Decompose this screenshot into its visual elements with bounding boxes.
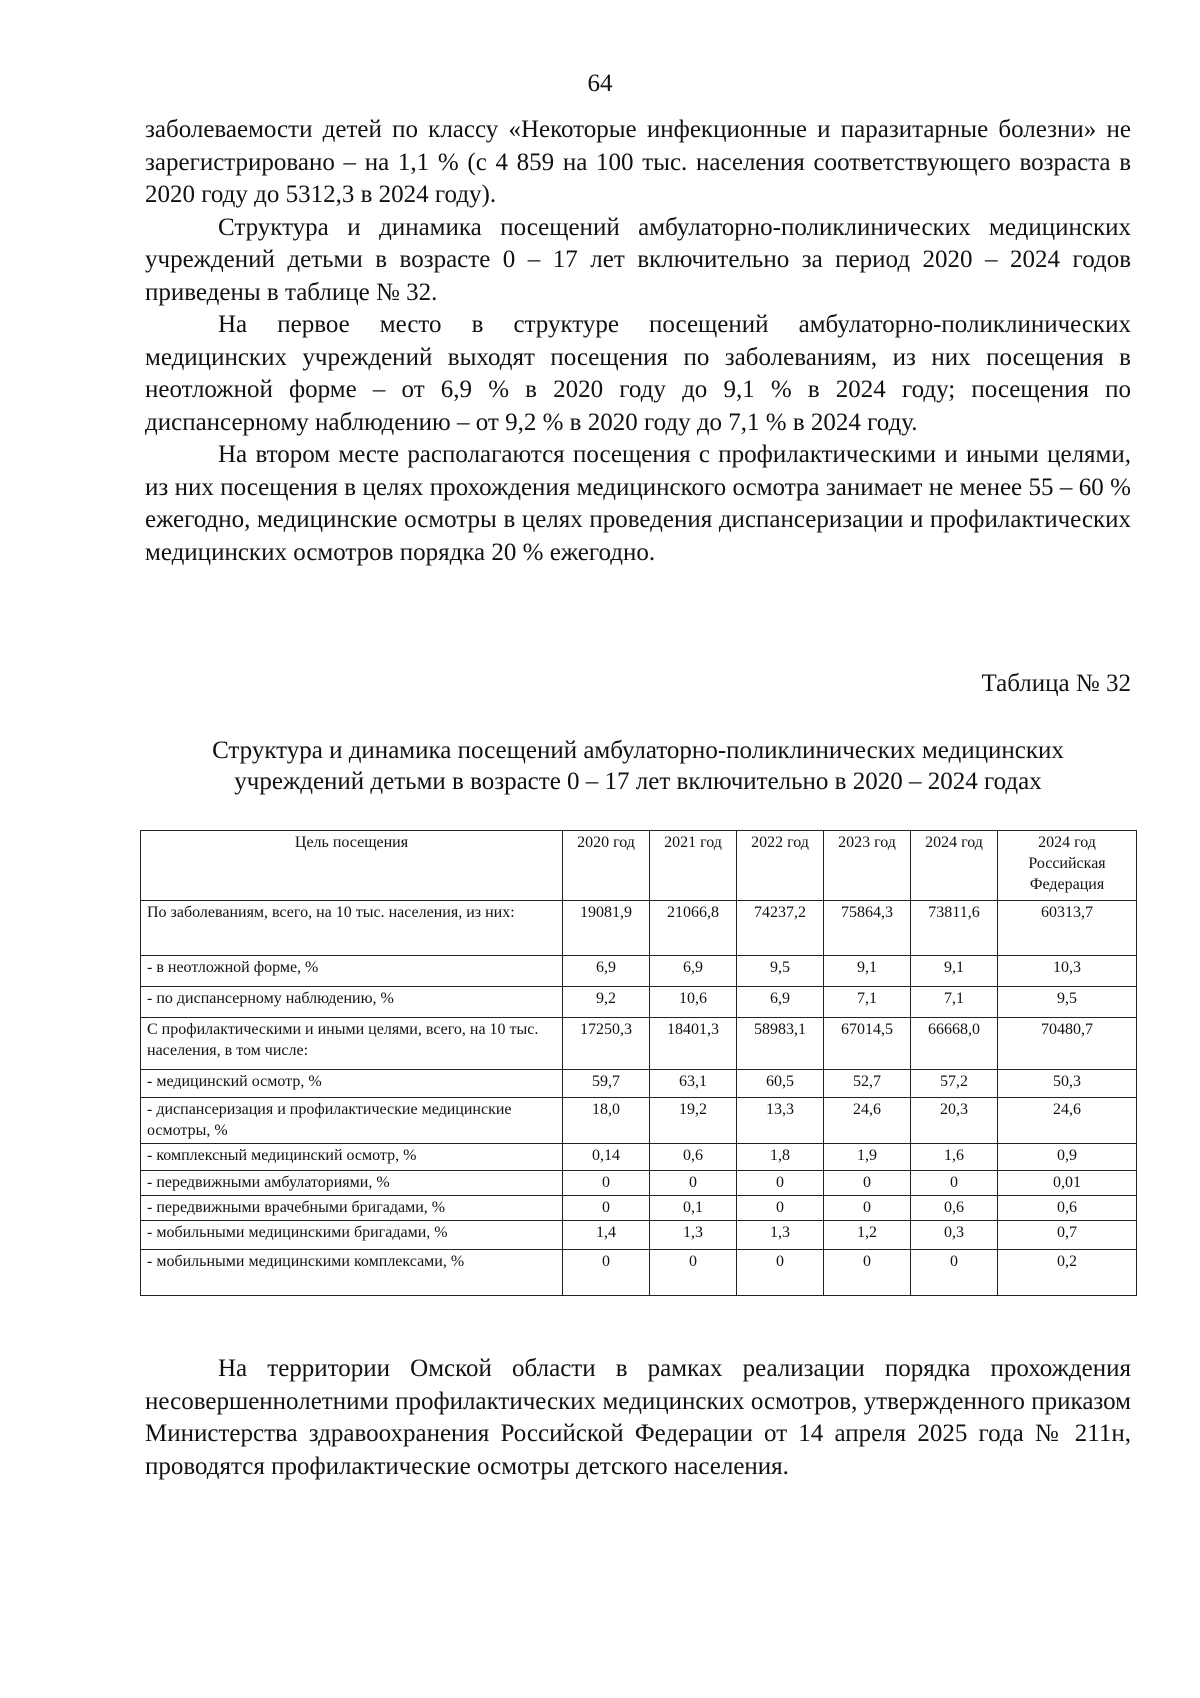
- column-header: 2024 год Российская Федерация: [998, 831, 1137, 901]
- cell-value: 17250,3: [563, 1018, 650, 1070]
- table-row: [141, 1221, 1137, 1250]
- cell-value: 0,1: [650, 1196, 737, 1221]
- cell-value: 21066,8: [650, 901, 737, 956]
- table-label: Таблица № 32: [981, 670, 1131, 697]
- cell-value: 1,3: [650, 1221, 737, 1250]
- cell-value: 60313,7: [998, 901, 1137, 956]
- cell-value: 1,3: [737, 1221, 824, 1250]
- row-label: - передвижными амбулаториями, %: [141, 1171, 563, 1196]
- cell-value: 52,7: [824, 1070, 911, 1098]
- intro-text: [145, 114, 1131, 569]
- table-caption-line: учреждений детьми в возрасте 0 – 17 лет включительно в 2020 – 2024 годах: [234, 768, 1042, 795]
- cell-value: 19,2: [650, 1098, 737, 1144]
- cell-value: 0: [563, 1196, 650, 1221]
- table-row: [141, 1196, 1137, 1221]
- cell-value: 73811,6: [911, 901, 998, 956]
- cell-value: 9,5: [998, 987, 1137, 1018]
- cell-value: 70480,7: [998, 1018, 1137, 1070]
- cell-value: 9,2: [563, 987, 650, 1018]
- cell-value: 10,6: [650, 987, 737, 1018]
- row-label: - в неотложной форме, %: [141, 956, 563, 987]
- table-row: [141, 956, 1137, 987]
- cell-value: 7,1: [824, 987, 911, 1018]
- column-header: Цель посещения: [141, 831, 563, 901]
- cell-value: 0,14: [563, 1144, 650, 1171]
- cell-value: 0: [824, 1196, 911, 1221]
- cell-value: 1,6: [911, 1144, 998, 1171]
- column-header: 2024 год: [911, 831, 998, 901]
- row-label: - мобильными медицинскими бригадами, %: [141, 1221, 563, 1250]
- table-caption: [145, 735, 1131, 797]
- cell-value: 0: [737, 1250, 824, 1296]
- cell-value: 74237,2: [737, 901, 824, 956]
- table-row: [141, 1171, 1137, 1196]
- cell-value: 0: [650, 1171, 737, 1196]
- cell-value: 0: [563, 1250, 650, 1296]
- cell-value: 0,3: [911, 1221, 998, 1250]
- table-row: [141, 1250, 1137, 1296]
- cell-value: 0,6: [911, 1196, 998, 1221]
- outro-text: [145, 1353, 1131, 1483]
- cell-value: 6,9: [563, 956, 650, 987]
- column-header: 2021 год: [650, 831, 737, 901]
- cell-value: 10,3: [998, 956, 1137, 987]
- cell-value: 9,5: [737, 956, 824, 987]
- cell-value: 19081,9: [563, 901, 650, 956]
- column-header: 2022 год: [737, 831, 824, 901]
- cell-value: 24,6: [824, 1098, 911, 1144]
- cell-value: 24,6: [998, 1098, 1137, 1144]
- cell-value: 0: [737, 1171, 824, 1196]
- cell-value: 1,4: [563, 1221, 650, 1250]
- table-header-row: [141, 831, 1137, 901]
- cell-value: 0: [737, 1196, 824, 1221]
- cell-value: 0,7: [998, 1221, 1137, 1250]
- cell-value: 20,3: [911, 1098, 998, 1144]
- row-label: - по диспансерному наблюдению, %: [141, 987, 563, 1018]
- row-label: - передвижными врачебными бригадами, %: [141, 1196, 563, 1221]
- cell-value: 1,9: [824, 1144, 911, 1171]
- column-header: 2023 год: [824, 831, 911, 901]
- cell-value: 50,3: [998, 1070, 1137, 1098]
- page-number: 64: [587, 70, 613, 97]
- table-caption-line: Структура и динамика посещений амбулаторно-поликлинических медицинских: [212, 737, 1064, 764]
- table-row: [141, 987, 1137, 1018]
- cell-value: 9,1: [824, 956, 911, 987]
- cell-value: 0: [911, 1171, 998, 1196]
- paragraph: На первое место в структуре посещений амбулаторно-поликлинических медицинских учреждений выходят посещения по заболеваниям, из них посещения в неотложной форме – от 6,9 % в 2020 году до 9,1 % в 2024 году; посещения по диспансерному наблюдению – от 9,2 % в 2020 году до 7,1 % в 2024 году.: [145, 311, 1131, 436]
- cell-value: 0: [563, 1171, 650, 1196]
- table-row: [141, 901, 1137, 956]
- cell-value: 67014,5: [824, 1018, 911, 1070]
- cell-value: 0: [650, 1250, 737, 1296]
- cell-value: 0: [911, 1250, 998, 1296]
- row-label: С профилактическими и иными целями, всего, на 10 тыс. населения, в том числе:: [141, 1018, 563, 1070]
- cell-value: 75864,3: [824, 901, 911, 956]
- table-row: [141, 1098, 1137, 1144]
- paragraph: заболеваемости детей по классу «Некоторые инфекционные и паразитарные болезни» не зарегистрировано – на 1,1 % (с 4 859 на 100 тыс. населения соответствующего возраста в 2020 году до 5312,3 в 2024 году).: [145, 116, 1131, 208]
- cell-value: 0,6: [998, 1196, 1137, 1221]
- table-row: [141, 1018, 1137, 1070]
- row-label: - мобильными медицинскими комплексами, %: [141, 1250, 563, 1296]
- cell-value: 0,9: [998, 1144, 1137, 1171]
- row-label: - медицинский осмотр, %: [141, 1070, 563, 1098]
- paragraph: На территории Омской области в рамках реализации порядка прохождения несовершеннолетними профилактических медицинских осмотров, утвержденного приказом Министерства здравоохранения Российской Федерации от 14 апреля 2025 года № 211н, проводятся профилактические осмотры детского населения.: [145, 1355, 1131, 1480]
- row-label: - диспансеризация и профилактические медицинские осмотры, %: [141, 1098, 563, 1144]
- cell-value: 0,6: [650, 1144, 737, 1171]
- cell-value: 60,5: [737, 1070, 824, 1098]
- cell-value: 7,1: [911, 987, 998, 1018]
- paragraph: Структура и динамика посещений амбулаторно-поликлинических медицинских учреждений детьми в возрасте 0 – 17 лет включительно за период 2020 – 2024 годов приведены в таблице № 32.: [145, 213, 1131, 306]
- cell-value: 57,2: [911, 1070, 998, 1098]
- row-label: - комплексный медицинский осмотр, %: [141, 1144, 563, 1171]
- paragraph: На втором месте располагаются посещения с профилактическими и иными целями, из них посещения в целях прохождения медицинского осмотра занимает не менее 55 – 60 % ежегодно, медицинские осмотры в целях проведения диспансеризации и профилактических медицинских осмотров порядка 20 % ежегодно.: [145, 441, 1131, 566]
- cell-value: 0: [824, 1250, 911, 1296]
- row-label: По заболеваниям, всего, на 10 тыс. населения, из них:: [141, 901, 563, 956]
- table-row: [141, 1070, 1137, 1098]
- cell-value: 59,7: [563, 1070, 650, 1098]
- cell-value: 0: [824, 1171, 911, 1196]
- cell-value: 1,8: [737, 1144, 824, 1171]
- cell-value: 6,9: [737, 987, 824, 1018]
- cell-value: 0,2: [998, 1250, 1137, 1296]
- cell-value: 18401,3: [650, 1018, 737, 1070]
- column-header: 2020 год: [563, 831, 650, 901]
- cell-value: 58983,1: [737, 1018, 824, 1070]
- cell-value: 66668,0: [911, 1018, 998, 1070]
- cell-value: 63,1: [650, 1070, 737, 1098]
- cell-value: 6,9: [650, 956, 737, 987]
- cell-value: 9,1: [911, 956, 998, 987]
- cell-value: 13,3: [737, 1098, 824, 1144]
- cell-value: 1,2: [824, 1221, 911, 1250]
- visits-table: [140, 830, 1137, 1296]
- cell-value: 18,0: [563, 1098, 650, 1144]
- table-row: [141, 1144, 1137, 1171]
- cell-value: 0,01: [998, 1171, 1137, 1196]
